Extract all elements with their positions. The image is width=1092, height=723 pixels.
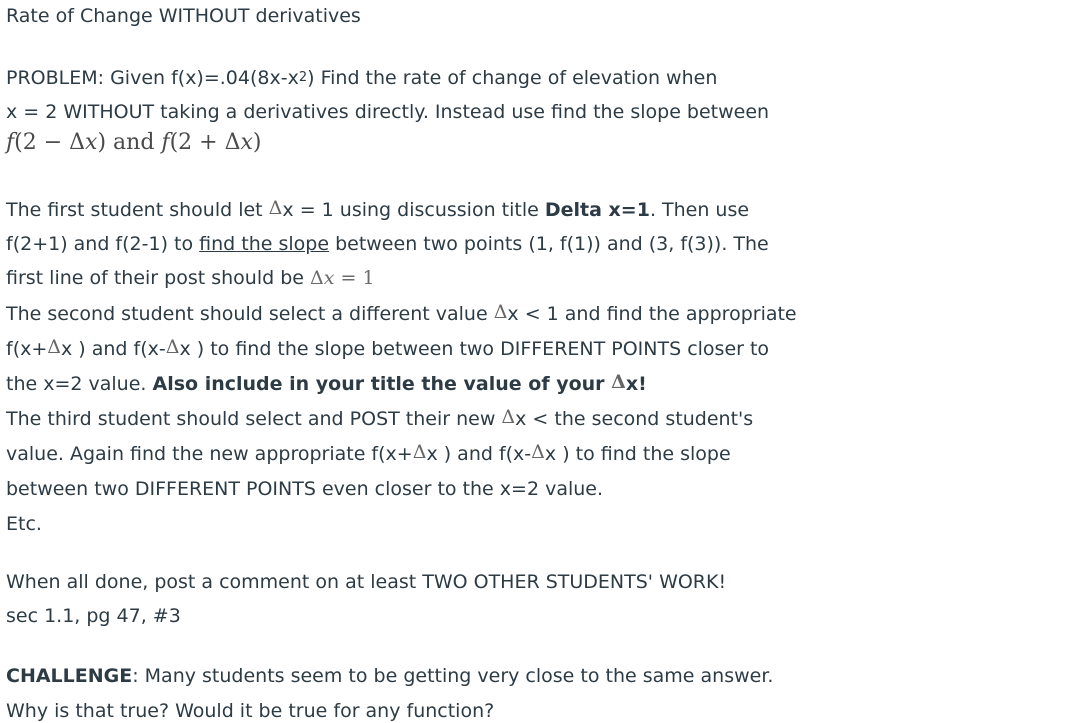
exponent: 2: [298, 70, 308, 85]
math-eq: = 1: [334, 267, 375, 289]
closing-line-1: When all done, post a comment on at least TWO OTHER STUDENTS' WORK!: [6, 571, 727, 593]
challenge-line-1: [6, 664, 773, 688]
student3-line-2: [6, 442, 731, 466]
text: x ) and f(x-: [426, 443, 532, 465]
math-arg: (2 − Δ: [14, 130, 86, 155]
math-x: x: [323, 267, 335, 289]
text: f(x+: [6, 338, 48, 360]
student1-line-2: [6, 232, 769, 256]
problem-line-2: x = 2 WITHOUT taking a derivatives directly. Instead use find the slope between: [6, 101, 770, 123]
problem-text: PROBLEM: Given f(x)=.04(8x-x: [6, 67, 299, 89]
challenge-label: CHALLENGE: [6, 665, 133, 687]
text: x < 1 and find the appropriate: [507, 303, 797, 325]
etc-line: Etc.: [6, 513, 42, 535]
text: x ) to find the slope between two DIFFERENT POINTS closer to: [179, 338, 770, 360]
student3-line-3: between two DIFFERENT POINTS even closer to the x=2 value.: [6, 478, 604, 500]
text: x = 1 using discussion title: [282, 199, 545, 221]
math-paren: ): [97, 130, 107, 155]
text: x ) to find the slope: [544, 443, 731, 465]
problem-text: ) Find the rate of change of elevation when: [307, 67, 718, 89]
text: first line of their post should be: [6, 267, 311, 289]
math-delta-x-equals-1: [310, 267, 375, 289]
delta-symbol: Δ: [501, 406, 516, 428]
student2-line-1: [6, 302, 797, 326]
student2-line-3: [6, 372, 647, 396]
student1-line-3: [6, 266, 375, 290]
problem-math-expression: [6, 131, 261, 155]
reference-line: sec 1.1, pg 47, #3: [6, 605, 181, 627]
text: : Many students seem to be getting very close to the same answer.: [132, 665, 774, 687]
math-x: x: [240, 130, 253, 155]
text: x ) and f(x-: [61, 338, 166, 360]
text: between two points (1, f(1)) and (3, f(3)). The: [329, 233, 769, 255]
delta-symbol: Δ: [493, 301, 508, 323]
delta-symbol: Δ: [47, 336, 61, 358]
delta-symbol: Δ: [268, 197, 283, 219]
delta-symbol: Δ: [165, 336, 180, 358]
text: x!: [625, 373, 647, 395]
student3-line-1: [6, 407, 753, 431]
math-paren: ): [252, 130, 262, 155]
math-arg: (2 + Δ: [169, 130, 241, 155]
text: value. Again find the new appropriate f(x+: [6, 443, 413, 465]
text: x < the second student's: [515, 408, 754, 430]
delta-symbol: Δ: [412, 441, 427, 463]
page-title: Rate of Change WITHOUT derivatives: [6, 5, 361, 27]
math-and: and: [106, 130, 162, 155]
student2-line-2: [6, 337, 769, 361]
text: f(2+1) and f(2-1) to: [6, 233, 200, 255]
math-x: x: [85, 130, 98, 155]
discussion-title: Delta x=1: [544, 199, 650, 221]
math-f: f: [6, 130, 15, 155]
student1-line-1: [6, 198, 749, 222]
bold-instruction: [153, 371, 647, 395]
find-the-slope-link[interactable]: find the slope: [199, 233, 330, 255]
delta-symbol: Δ: [531, 441, 545, 463]
text: . Then use: [649, 199, 750, 221]
delta-symbol: Δ: [611, 371, 626, 393]
math-f: f: [161, 130, 170, 155]
text: The first student should let: [6, 199, 269, 221]
challenge-line-2: Why is that true? Would it be true for any function?: [6, 700, 495, 722]
math-delta: Δ: [310, 267, 324, 289]
text: The third student should select and POST their new: [6, 408, 502, 430]
text: The second student should select a different value: [6, 303, 494, 325]
text: the x=2 value.: [6, 373, 153, 395]
problem-line-1: [6, 66, 717, 90]
text: Also include in your title the value of your: [152, 373, 612, 395]
